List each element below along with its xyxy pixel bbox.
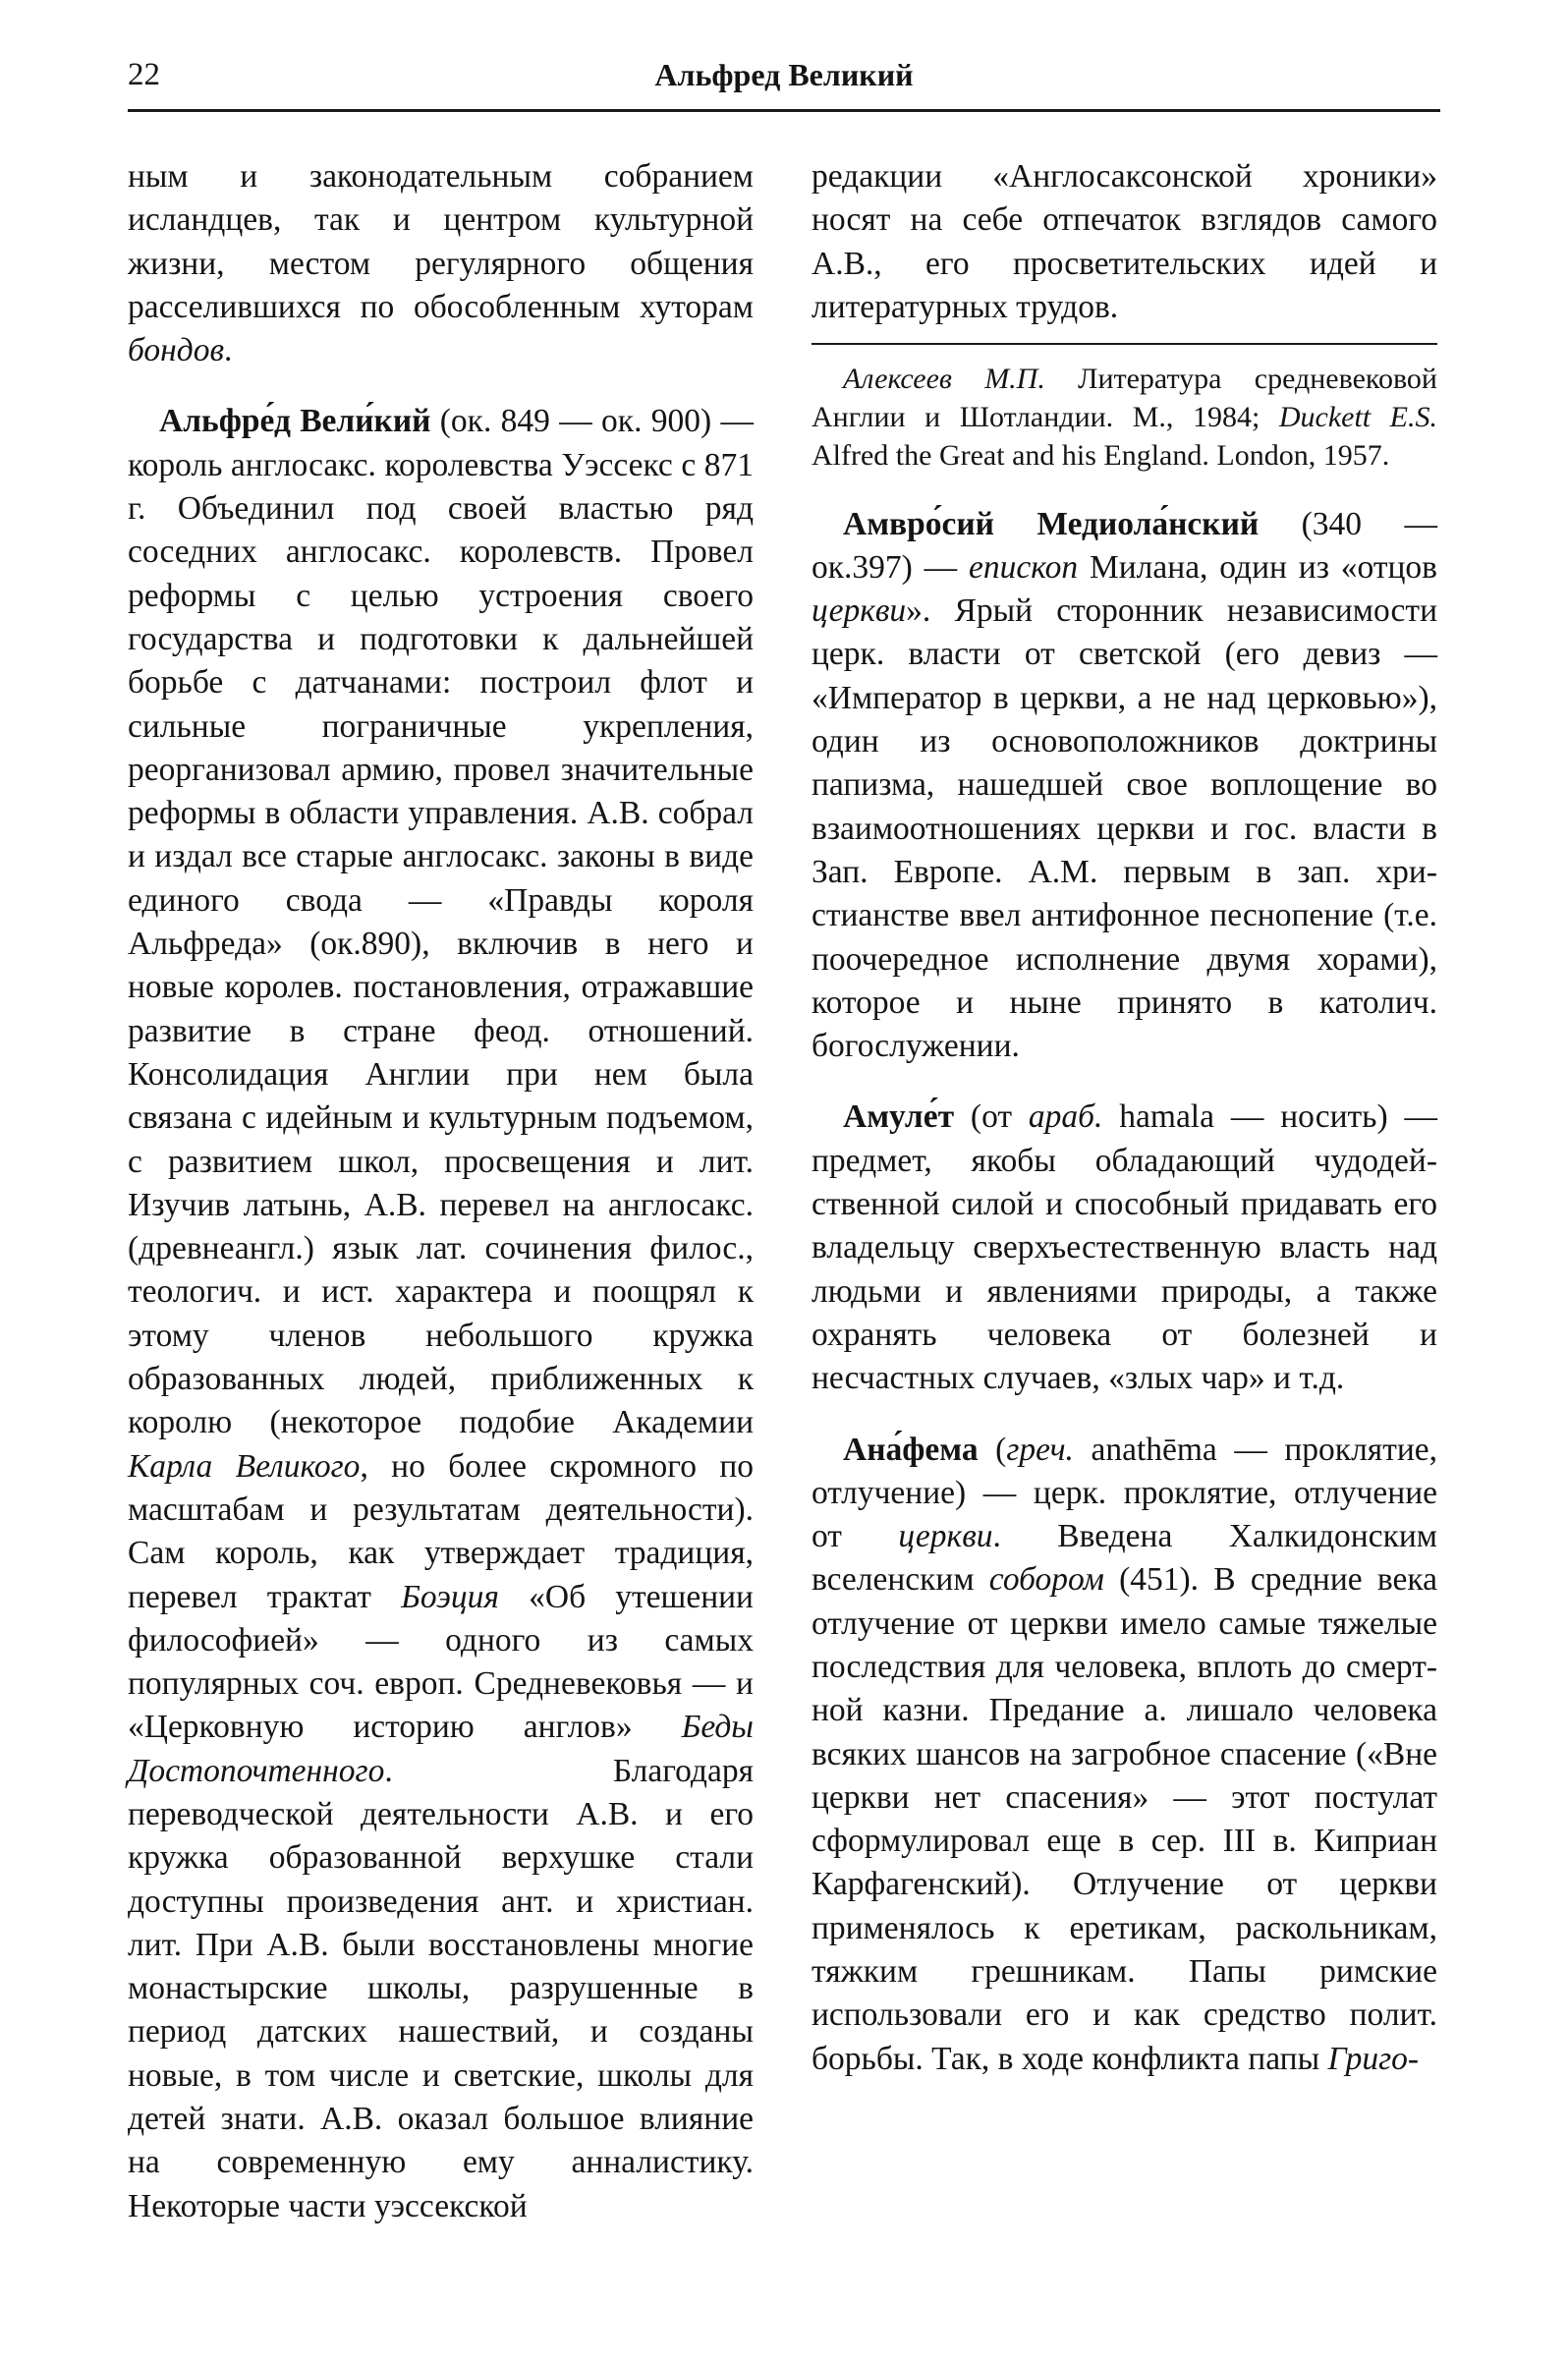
biblio-author: Duckett E.S. <box>1278 400 1437 433</box>
cross-ref-gregory: Григо- <box>1327 2040 1420 2077</box>
paragraph-gap <box>128 372 754 400</box>
entry-amulet: Амуле́т (от араб. hamala — носить) — предмет, якобы обладающий чудодейственной силой и способный придавать его владельцу сверхъестественную власть над людьми и явлениями природы, а также охранять человека от болезней и несчастных случаев, «злых чар» и т.д. <box>812 1098 1437 1397</box>
entry-alfred-the-great: Альфре́д Вели́кий (ок. 849 — ок. 900) — король англосакс. королевства Уэссекс с 871 г. Объединил под своей властью ряд соседних англосакс. королевств. Провел реформы с целью устроения своего государства и подготовки к дальнейшей борьбе с датчанами: построил флот и сильные пограничные укрепления, реорганизовал армию, провел значительные реформы в области управления. А.В. собрал и издал все старые англосакс. законы в виде единого свода — «Правды короля Альфреда» (ок.890), включив в него и новые королев. постановления, отражавшие развитие в стране феод. отношений. Консолидация Англии при нем была связана с идейным и культурным подъемом, с развитием школ, просвещения и лит. Изучив латынь, А.В. перевел на англосакс. (древнеангл.) язык лат. сочинения филос., теологич. и ист. характера и поощрял к этому членов небольшого кружка образованных людей, приближенных к королю (некоторое подобие Академии Карла Великого, но более скромного по масштабам и результатам деятельности). Сам король, как утверждает традиция, перевел трактат Боэция «Об утешении философией» — одного из самых популярных соч. европ. Средневековья — и «Церковную историю англов» Беды Достопочтенного. Благодаря переводческой деятельности А.В. и его кружка образованной верхушке стали доступны произведения ант. и христиан. лит. При А.В. были восстановлены многие монастырские школы, разрушенные в период датских нашествий, и созданы новые, в том числе и светские, школы для детей знати. А.В. оказал большое влияние на современную ему анналистику. Некоторые части уэссекской <box>128 403 755 2224</box>
cross-ref-boethius: Боэция <box>401 1578 500 1615</box>
left-column <box>128 155 754 2228</box>
cross-ref-council: собором <box>988 1561 1104 1599</box>
cross-ref-bishop: епископ <box>968 548 1079 586</box>
entry-headword: Альфре́д Вели́кий <box>159 403 431 440</box>
header-rule <box>128 109 1440 112</box>
paragraph-gap <box>812 1401 1437 1429</box>
cross-ref-bede: Беды Достопочтенного <box>128 1709 754 1789</box>
cross-ref-church: церкви <box>812 592 907 630</box>
language-abbrev: араб. <box>1028 1098 1103 1136</box>
page-number: 22 <box>128 57 160 92</box>
paragraph-gap <box>812 476 1437 503</box>
bibliography: Алексеев М.П. Литература средневековой Англии и Шотландии. М., 1984; Duckett E.S. Alfred the Great and his England. London, 1957. <box>812 363 1437 472</box>
running-head <box>128 51 1440 106</box>
entry-alfred-continuation: редакции «Англосаксонской хроники» носят на себе отпечаток взглядов самого А.В., его просветительских идей и литературных трудов. <box>812 158 1437 325</box>
cross-ref-bondy: бондов <box>128 332 225 369</box>
bibliography-rule <box>812 343 1437 345</box>
paragraph-gap <box>812 1068 1437 1096</box>
running-title: Альфред Великий <box>654 57 914 92</box>
entry-continuation-paragraph: ным и законодательным собранием исландцев, так и центром культурной жизни, местом регулярного общения расселившихся по обособленным хуторам бондов. <box>128 158 754 369</box>
entry-headword: Амвро́сий Медиола́нский <box>843 505 1260 542</box>
right-column <box>812 155 1437 2081</box>
cross-ref-church: церкви <box>898 1518 993 1555</box>
entry-headword: Ана́фема <box>843 1431 979 1468</box>
language-abbrev: греч. <box>1006 1431 1074 1468</box>
entry-anathema: Ана́фема (греч. anathēma — проклятие, отлучение) — церк. проклятие, отлучение от церкви. Введена Халкидонским вселенским собором (451). В средние века отлучение от церкви имело самые тяжелые последствия для человека, вплоть до смертной казни. Предание а. лишало человека всяких шансов на загробное спасение («Вне церкви нет спасения» — этот постулат сформулировал еще в сер. III в. Киприан Карфагенский). Отлучение от церкви применялось к еретикам, раскольникам, тяжким грешникам. Папы римские использовали его и как средство полит. борьбы. Так, в ходе конфликта папы Григо- <box>812 1431 1438 2077</box>
biblio-author: Алексеев М.П. <box>843 363 1045 396</box>
cross-ref-charlemagne: Карла Великого <box>128 1447 361 1485</box>
entry-headword: Амуле́т <box>843 1098 955 1136</box>
entry-ambrose-of-milan: Амвро́сий Медиола́нский (340 — ок.397) — епископ Милана, один из «отцов церкви». Ярый сторонник независимости церк. власти от светской (его девиз — «Император в церкви, а не над церковью»), один из основоположников доктрины папизма, нашедшей свое воплощение во взаимоотношениях церкви и гос. власти в Зап. Европе. А.М. первым в зап. христианстве ввел антифонное песнопение (т.е. поочередное исполнение двумя хорами), которое и ныне принято в католич. богослужении. <box>812 505 1437 1065</box>
